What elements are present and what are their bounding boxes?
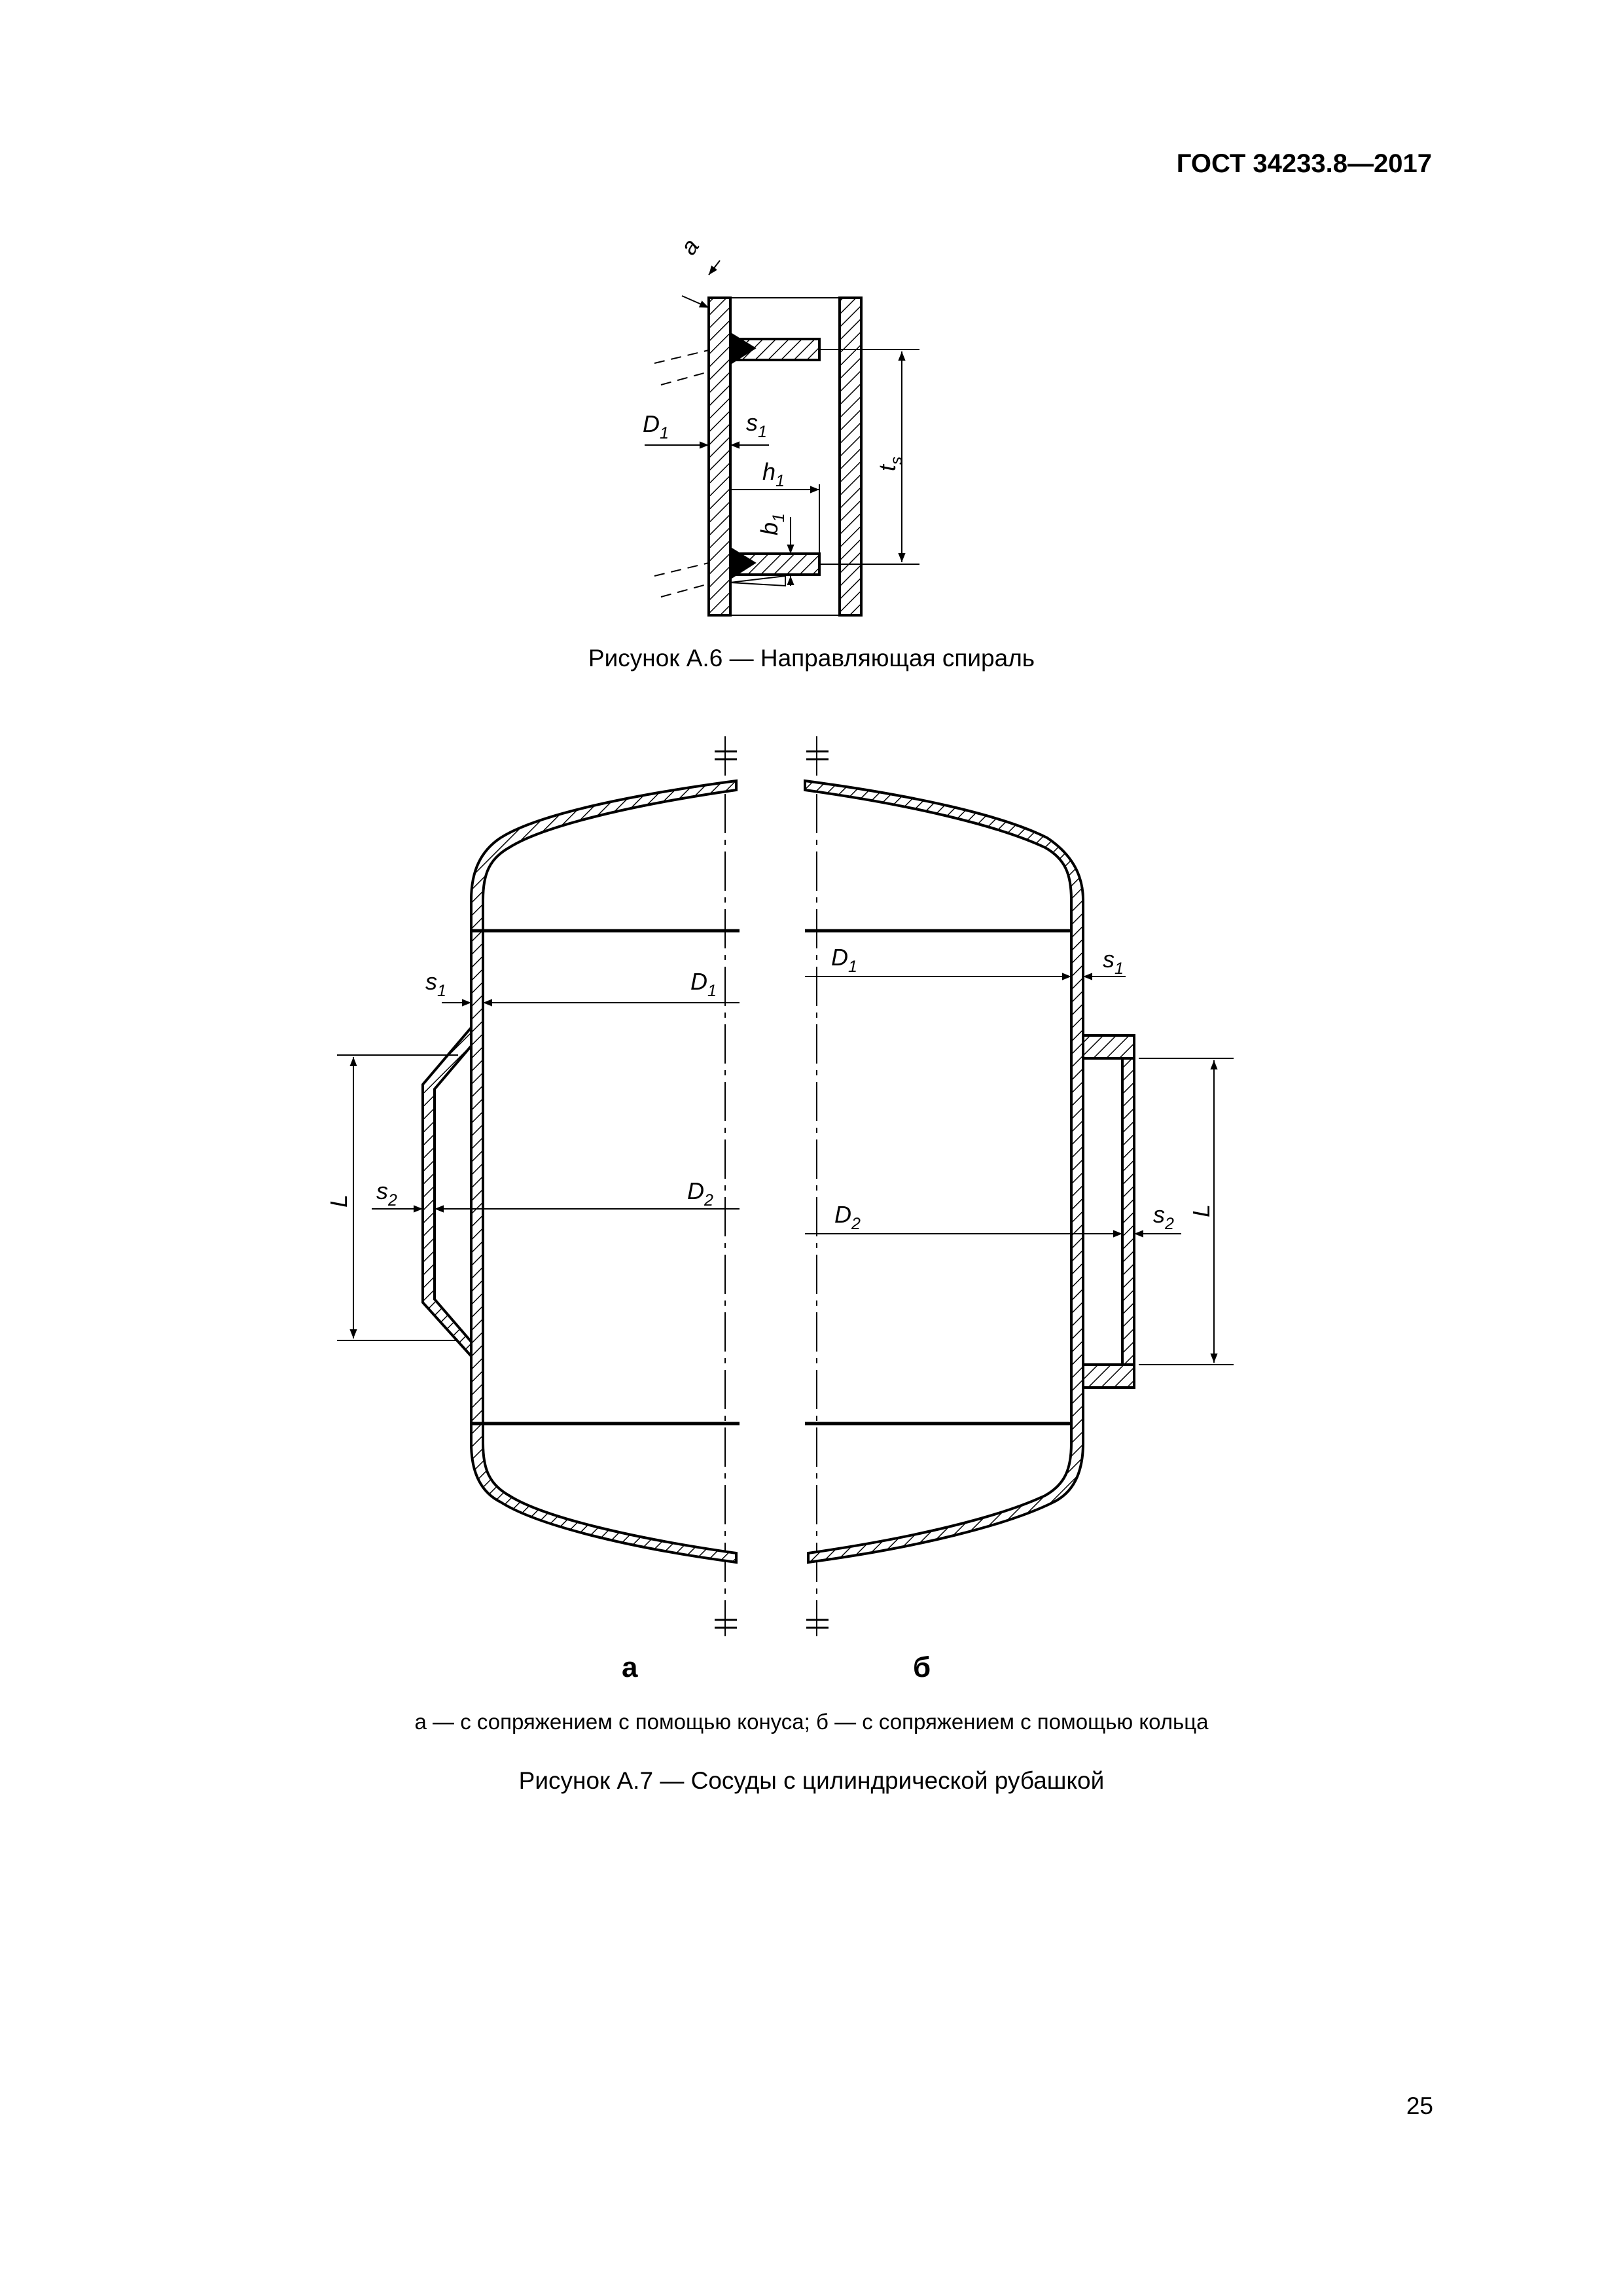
vessel-a bbox=[423, 781, 740, 1562]
label-a-D1: $D_1$ bbox=[690, 968, 717, 1000]
label-h1: $h_1$ bbox=[762, 458, 785, 490]
label-a-L: L bbox=[325, 1194, 352, 1208]
label-b-D1: $D_1$ bbox=[831, 944, 857, 976]
ring-bottom bbox=[1083, 1365, 1134, 1388]
figure-a7-axes bbox=[715, 736, 829, 1636]
vessel-a-wall bbox=[471, 781, 736, 1562]
figure-a7-caption: Рисунок А.7 — Сосуды с цилиндрической рубашкой bbox=[518, 1767, 1105, 1794]
label-D1: $D_1$ bbox=[643, 410, 669, 442]
document-code: ГОСТ 34233.8—2017 bbox=[1176, 149, 1432, 178]
figure-a6-drawing bbox=[645, 260, 919, 615]
inner-wall bbox=[709, 298, 730, 615]
label-b1: $b_1$ bbox=[756, 513, 788, 535]
vessel-b-wall bbox=[805, 781, 1083, 1562]
panel-label-a: а bbox=[622, 1651, 638, 1683]
label-a-s1: $s_1$ bbox=[425, 968, 446, 1000]
figure-a7-legend: а — с сопряжением с помощью конуса; б — с сопряжением с помощью кольца bbox=[414, 1710, 1209, 1734]
page-number: 25 bbox=[1406, 2092, 1433, 2119]
jacket-b bbox=[1122, 1058, 1134, 1365]
label-b-s2: $s_2$ bbox=[1153, 1201, 1174, 1233]
vessel-b bbox=[805, 781, 1134, 1562]
panel-label-b: б bbox=[913, 1651, 931, 1683]
figure-a6-caption: Рисунок А.6 — Направляющая спираль bbox=[588, 645, 1035, 672]
ring-top bbox=[1083, 1035, 1134, 1058]
label-ts: $t_s$ bbox=[874, 456, 906, 471]
outer-wall bbox=[840, 298, 861, 615]
label-a: a bbox=[674, 233, 705, 260]
label-a-s2: $s_2$ bbox=[376, 1177, 397, 1210]
label-b-L: L bbox=[1188, 1204, 1215, 1217]
label-b-D2: $D_2$ bbox=[834, 1201, 861, 1233]
jacket-a bbox=[423, 1028, 471, 1356]
label-s1: $s_1$ bbox=[746, 409, 767, 441]
label-a-D2: $D_2$ bbox=[687, 1177, 713, 1210]
label-b-s1: $s_1$ bbox=[1103, 946, 1124, 978]
